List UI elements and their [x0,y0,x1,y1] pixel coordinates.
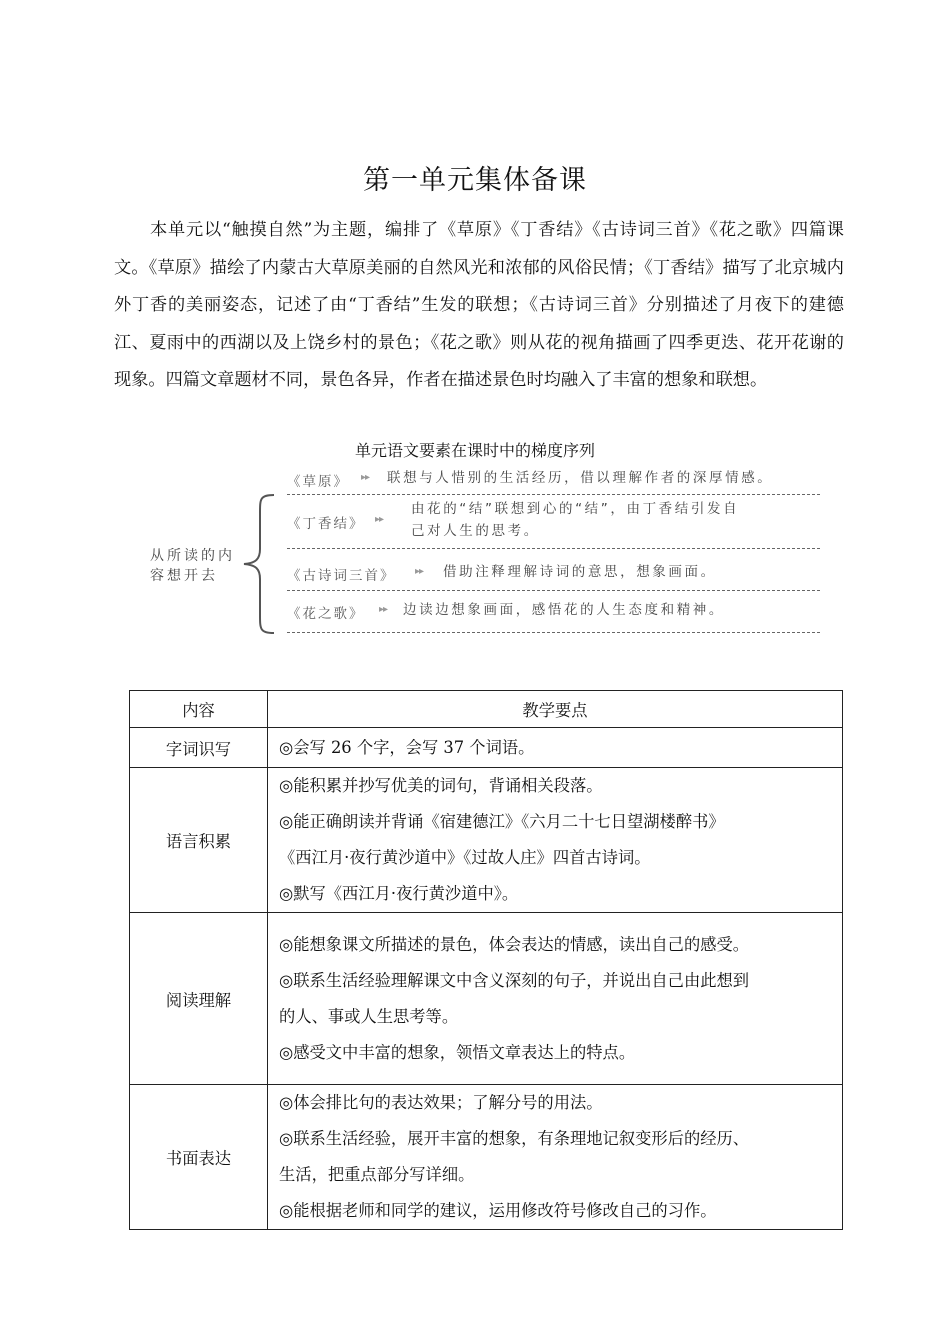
diagram-desc: 边读边想象画面，感悟花的人生态度和精神。 [403,602,725,618]
teaching-point: ◎会写 26 个字，会写 37 个词语。 [279,737,535,757]
row-label: 字词识写 [130,728,268,768]
teaching-point: ◎感受文中丰富的想象，领悟文章表达上的特点。 [279,1042,636,1062]
diagram-lesson: 《草原》 [287,474,349,490]
table-row [130,768,843,913]
row-points [268,768,843,913]
teaching-point: 《西江月·夜行黄沙道中》《过故人庄》四首古诗词。 [279,848,651,867]
curly-brace-icon [238,493,278,635]
diagram-lesson: 《花之歌》 [287,606,365,622]
teaching-point: ◎体会排比句的表达效果；了解分号的用法。 [279,1093,603,1112]
diagram-desc: 己对人生的思考。 [411,523,540,539]
intro-paragraph: 本单元以“触摸自然”为主题，编排了《草原》《丁香结》《古诗词三首》《花之歌》四篇课文。《草原》描绘了内蒙古大草原美丽的自然风光和浓郁的风俗民情；《丁香结》描写了北京城内外丁香的美丽姿态，记述了由“丁香结”生发的联想；《古诗词三首》分别描述了月夜下的建德江、夏雨中的西湖以及上饶乡村的景色；《花之歌》则从花的视角描画了四季更迭、花开花谢的现象。四篇文章题材不同，景色各异，作者在描述景色时均融入了丰富的想象和联想。 [114,220,844,391]
diagram-root-label: 从所读的内容想开去 [150,548,235,584]
diagram-row [287,498,820,549]
teaching-point: ◎能积累并抄写优美的词句，背诵相关段落。 [279,776,603,795]
teaching-point: 生活，把重点部分写详细。 [279,1165,475,1184]
diagram-desc: 由花的“结”联想到心的“结”，由丁香结引发自 [411,501,740,517]
table-row [130,1085,843,1230]
row-points [268,728,843,768]
table-header-content: 内容 [130,691,268,728]
teaching-point: ◎默写《西江月·夜行黄沙道中》。 [279,884,519,903]
teaching-point: ◎能正确朗读并背诵《宿建德江》《六月二十七日望湖楼醉书》 [279,812,725,831]
row-label: 书面表达 [130,1085,268,1230]
row-points [268,1085,843,1230]
teaching-point: ◎联系生活经验理解课文中含义深刻的句子，并说出自己由此想到 [279,970,750,990]
diagram-title: 单元语文要素在课时中的梯度序列 [354,441,595,460]
table-header-points: 教学要点 [268,691,843,728]
diagram-lesson: 《古诗词三首》 [287,568,396,584]
teaching-point: ◎能想象课文所描述的景色，体会表达的情感，读出自己的感受。 [279,934,750,954]
diagram-desc: 联想与人惜别的生活经历，借以理解作者的深厚情感。 [387,470,774,486]
teaching-point: ◎能根据老师和同学的建议，运用修改符号修改自己的习作。 [279,1201,717,1220]
table-row [130,728,843,768]
diagram-row [287,466,820,495]
row-points [268,913,843,1085]
diagram-lesson: 《丁香结》 [287,516,365,532]
row-label: 语言积累 [130,768,268,913]
diagram-desc: 借助注释理解诗词的意思，想象画面。 [443,564,717,580]
table-header-row [130,691,843,728]
double-arrow-icon: ▸▸ [379,604,388,615]
diagram-row [287,594,820,633]
double-arrow-icon: ▸▸ [361,472,370,483]
row-label: 阅读理解 [130,913,268,1085]
diagram-row [287,552,820,591]
teaching-point: 的人、事或人生思考等。 [279,1006,459,1026]
double-arrow-icon: ▸▸ [415,566,424,577]
table-row [130,913,843,1085]
double-arrow-icon: ▸▸ [375,514,384,525]
page-title: 第一单元集体备课 [363,165,587,196]
teaching-point: ◎联系生活经验，展开丰富的想象，有条理地记叙变形后的经历、 [279,1129,750,1148]
teaching-points-table [129,690,843,1230]
